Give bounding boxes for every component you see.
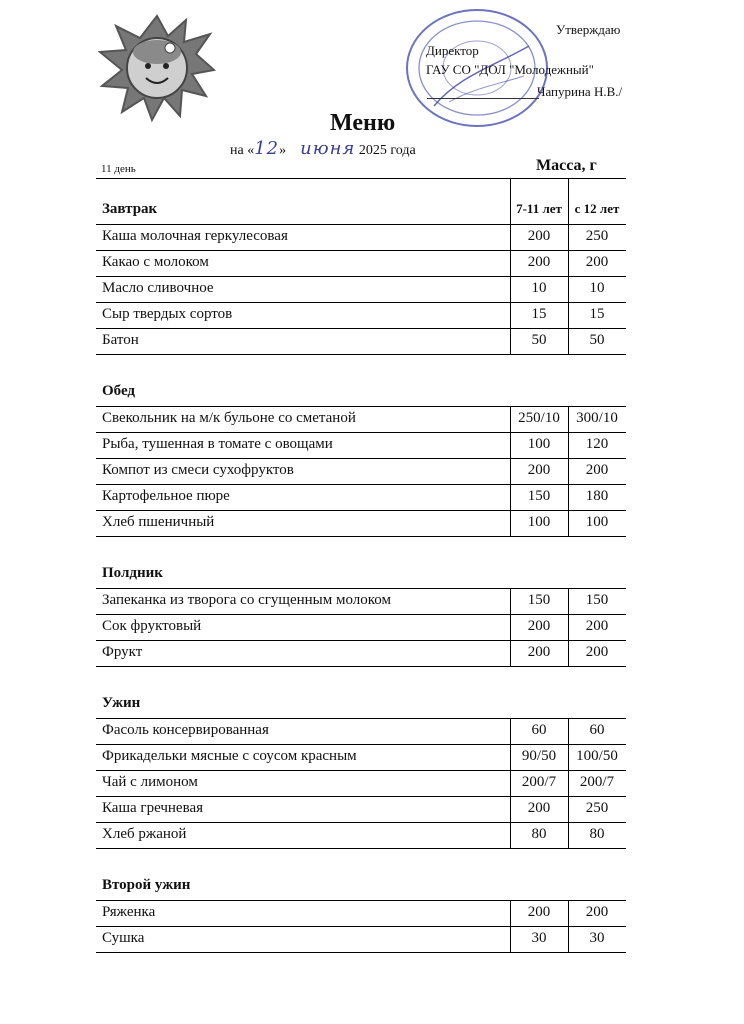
- column-rule: [510, 900, 511, 952]
- dish-name: Сыр твердых сортов: [102, 306, 233, 322]
- table-rule: [96, 822, 626, 823]
- dish-name: Батон: [102, 332, 139, 348]
- column-rule: [568, 406, 569, 536]
- portion-12-plus: 30: [589, 930, 605, 946]
- portion-7-11: 200: [527, 462, 551, 478]
- column-rule: [568, 900, 569, 952]
- portion-7-11: 90/50: [521, 748, 557, 764]
- column-rule: [510, 588, 511, 666]
- table-rule: [96, 926, 626, 927]
- table-rule: [96, 250, 626, 251]
- table-rule: [96, 770, 626, 771]
- portion-12-plus: 300/10: [576, 410, 618, 426]
- column-rule: [568, 178, 569, 224]
- portion-12-plus: 100/50: [576, 748, 618, 764]
- signature-line: [427, 98, 539, 99]
- section-heading: Полдник: [102, 565, 163, 581]
- portion-12-plus: 10: [589, 280, 605, 296]
- column-rule: [510, 224, 511, 354]
- dish-name: Рыба, тушенная в томате с овощами: [102, 436, 333, 452]
- column-rule: [510, 406, 511, 536]
- dish-name: Хлеб ржаной: [102, 826, 187, 842]
- table-rule: [96, 796, 626, 797]
- approval-role: Директор: [426, 43, 479, 58]
- date-day: 12: [254, 138, 280, 159]
- mass-header: Масса, г: [536, 157, 597, 174]
- dish-name: Фрикадельки мясные с соусом красным: [102, 748, 357, 764]
- portion-7-11: 250/10: [518, 410, 560, 426]
- column-rule: [568, 588, 569, 666]
- portion-12-plus: 180: [585, 488, 609, 504]
- portion-12-plus: 50: [589, 332, 605, 348]
- portion-7-11: 200: [527, 644, 551, 660]
- date-mid: »: [279, 143, 287, 158]
- date-suffix: 2025 года: [358, 143, 416, 158]
- portion-7-11: 200/7: [521, 774, 557, 790]
- table-rule: [96, 952, 626, 953]
- portion-12-plus: 200: [585, 254, 609, 270]
- dish-name: Какао с молоком: [102, 254, 209, 270]
- table-rule: [96, 224, 626, 225]
- portion-12-plus: 15: [589, 306, 605, 322]
- portion-12-plus: 80: [589, 826, 605, 842]
- dish-name: Сок фруктовый: [102, 618, 202, 634]
- table-rule: [96, 718, 626, 719]
- approval-title: Утверждаю: [556, 22, 621, 37]
- approval-name: Чапурина Н.В./: [537, 84, 623, 99]
- dish-name: Масло сливочное: [102, 280, 214, 296]
- portion-12-plus: 200: [585, 644, 609, 660]
- table-rule: [96, 432, 626, 433]
- table-rule: [96, 302, 626, 303]
- table-rule: [96, 510, 626, 511]
- table-rule: [96, 900, 626, 901]
- column-rule: [568, 718, 569, 848]
- portion-7-11: 150: [527, 488, 551, 504]
- portion-12-plus: 120: [585, 436, 609, 452]
- section-heading: Ужин: [102, 695, 141, 711]
- dish-name: Картофельное пюре: [102, 488, 230, 504]
- portion-7-11: 200: [527, 618, 551, 634]
- portion-7-11: 60: [531, 722, 547, 738]
- portion-12-plus: 250: [585, 228, 609, 244]
- portion-12-plus: 200: [585, 462, 609, 478]
- day-label: 11 день: [101, 163, 136, 175]
- column-rule: [568, 224, 569, 354]
- portion-7-11: 200: [527, 800, 551, 816]
- menu-date: [230, 138, 416, 159]
- table-rule: [96, 458, 626, 459]
- portion-7-11: 15: [531, 306, 547, 322]
- dish-name: Хлеб пшеничный: [102, 514, 215, 530]
- portion-12-plus: 250: [585, 800, 609, 816]
- portion-7-11: 100: [527, 514, 551, 530]
- dish-name: Сушка: [102, 930, 145, 946]
- table-rule: [96, 848, 626, 849]
- portion-7-11: 200: [527, 904, 551, 920]
- dish-name: Компот из смеси сухофруктов: [102, 462, 294, 478]
- table-rule: [96, 276, 626, 277]
- column-rule: [510, 718, 511, 848]
- table-rule: [96, 354, 626, 355]
- portion-12-plus: 150: [585, 592, 609, 608]
- portion-7-11: 200: [527, 254, 551, 270]
- dish-name: Ряженка: [102, 904, 156, 920]
- portion-12-plus: 200: [585, 618, 609, 634]
- dish-name: Запеканка из творога со сгущенным молоком: [102, 592, 391, 608]
- portion-12-plus: 200/7: [579, 774, 615, 790]
- dish-name: Каша гречневая: [102, 800, 204, 816]
- page-title: Меню: [330, 110, 396, 136]
- portion-7-11: 50: [531, 332, 547, 348]
- date-prefix: на «: [230, 143, 255, 158]
- table-rule: [96, 536, 626, 537]
- section-heading: Завтрак: [102, 201, 158, 217]
- table-rule: [96, 744, 626, 745]
- portion-7-11: 150: [527, 592, 551, 608]
- table-rule: [96, 484, 626, 485]
- table-rule: [96, 406, 626, 407]
- portion-7-11: 100: [527, 436, 551, 452]
- table-rule: [96, 588, 626, 589]
- dish-name: Свекольник на м/к бульоне со сметаной: [102, 410, 356, 426]
- hedgehog-sun-icon: [98, 12, 216, 124]
- approval-organization: ГАУ СО "ДОЛ "Молодежный": [426, 62, 594, 77]
- date-month: июня: [300, 138, 356, 159]
- dish-name: Чай с лимоном: [102, 774, 198, 790]
- age-column-header-1: 7-11 лет: [516, 201, 562, 216]
- table-rule: [96, 666, 626, 667]
- portion-7-11: 80: [531, 826, 547, 842]
- portion-12-plus: 60: [589, 722, 605, 738]
- portion-12-plus: 100: [585, 514, 609, 530]
- age-column-header-2: с 12 лет: [574, 201, 620, 216]
- section-heading: Обед: [102, 383, 136, 399]
- table-rule: [96, 178, 626, 179]
- table-rule: [96, 614, 626, 615]
- table-rule: [96, 640, 626, 641]
- portion-7-11: 200: [527, 228, 551, 244]
- section-heading: Второй ужин: [102, 877, 191, 893]
- portion-7-11: 30: [531, 930, 547, 946]
- portion-7-11: 10: [531, 280, 547, 296]
- dish-name: Фасоль консервированная: [102, 722, 269, 738]
- dish-name: Каша молочная геркулесовая: [102, 228, 288, 244]
- column-rule: [510, 178, 511, 224]
- portion-12-plus: 200: [585, 904, 609, 920]
- table-rule: [96, 328, 626, 329]
- dish-name: Фрукт: [102, 644, 143, 660]
